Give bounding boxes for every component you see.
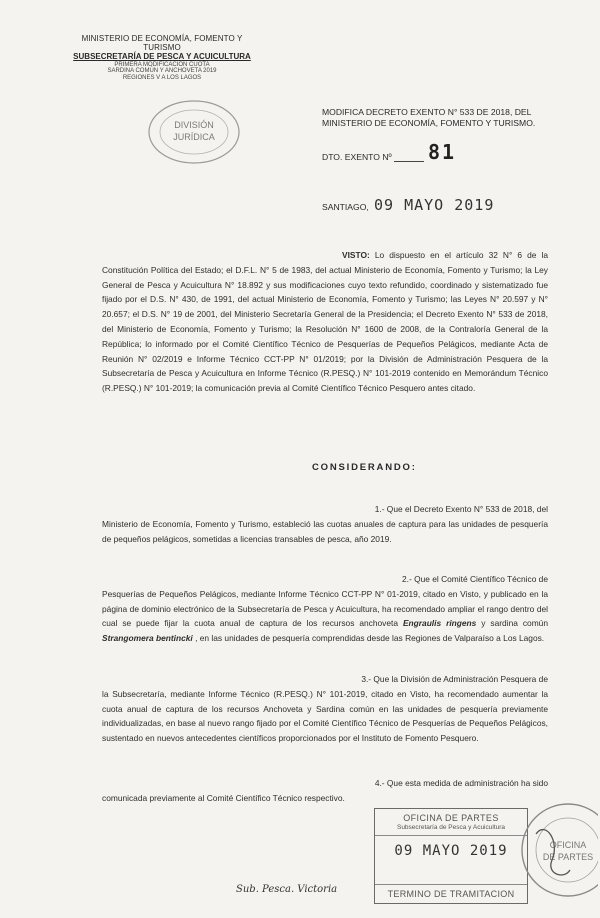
considerando-point-4 [102, 776, 548, 806]
stamp-footer: TERMINO DE TRAMITACION [387, 889, 515, 899]
round-stamp-text-1: OFICINA [549, 840, 587, 850]
visto-paragraph [102, 248, 548, 396]
handwritten-note: Sub. Pesca. Victoria [236, 884, 338, 895]
seal-text-1: DIVISIÓN [174, 120, 214, 130]
decree-title: MODIFICA DECRETO EXENTO N° 533 DE 2018, DEL MINISTERIO DE ECONOMÍA, FOMENTO Y TURISMO. [322, 107, 536, 129]
point-2-body [102, 587, 548, 646]
point-2-text-c: , en las unidades de pesquería comprendidas desde las Regiones de Valparaíso a Los Lagos. [192, 633, 545, 644]
seal-text-2: JURÍDICA [173, 132, 215, 142]
point-1-text: Ministerio de Economía, Fomento y Turismo, estableció las cuotas anuales de captura para las unidades de pesquería de pequeños pelágicos, sometidas a licencias transables de pesca, año 2019. [102, 518, 548, 544]
point-1-lead: 1.- Que el Decreto Exento N° 533 de 2018, del [374, 504, 548, 514]
ministry-round-stamp [516, 790, 598, 910]
decree-label: DTO. EXENTO Nº [322, 152, 392, 162]
point-4-lead: 4.- Que esta medida de administración ha sido [374, 778, 548, 788]
species-sardina: Strangomera bentincki [102, 633, 193, 644]
place-label: SANTIAGO, [322, 202, 369, 212]
point-4-text: comunicada previamente al Comité Científico Técnico respectivo. [102, 792, 345, 803]
considerando-point-2 [102, 572, 548, 646]
visto-lead: VISTO: [342, 250, 370, 260]
visto-text: Lo dispuesto en el artículo 32 N° 6 de la Constitución Política del Estado; el D.F.L. N° 5 de 1983, del actual Ministerio de Economía, Fomento y Turismo; la Ley General de Pesca y Acuicultura N° 18.892 y sus modificaciones cuyo texto refundido, coordinado y sistematizado fue fijado por el D.S. N° 430, de 1991, del actual Ministerio de Economía, Fomento y Turismo; las Leyes N° 20.597 y N° 20.657; el D.S. N° 19 de 2001, del Ministerio Secretaría General de la Presidencia; el Decreto Exento N° 533 de 2018, del Ministerio de Economía, Fomento y Turismo; la Resolución N° 1600 de 2008, de la Contraloría General de la República; lo informado por el Comité Científico Técnico de Pesquerías de Pequeños Pelágicos, mediante Acta de Reunión N° 02/2019 e Informe Técnico CCT-PP N° 01/2019; por la División de Administración Pesquera de la Subsecretaría de Pesca y Acuicultura en Informe Técnico (R.PESQ.) N° 101-2019 contenido en Memorándum Técnico (R.PESQ.) N° 101-2019; la comunicación previa al Comité Científico Técnico Pesquero antes citado. [102, 250, 548, 394]
point-2-lead: 2.- Que el Comité Científico Técnico de [401, 574, 548, 584]
oficina-de-partes-stamp [374, 808, 528, 904]
letterhead-line-4: SARDINA COMÚN Y ANCHOVETA 2019 [107, 68, 217, 75]
considerando-point-3 [102, 672, 548, 746]
decree-date-stamp: 09 MAYO 2019 [374, 196, 495, 214]
stamp-title: OFICINA DE PARTES [403, 813, 499, 823]
stamp-date: 09 MAYO 2019 [394, 843, 508, 859]
point-3-text: la Subsecretaría, mediante Informe Técnico (R.PESQ.) N° 101-2019, citado en Visto, ha recomendado aumentar la cuota anual de captura de los recursos Anchoveta y Sardina común en las unidades de pesquería previamente individualizadas, en base al nuevo rango fijado por el Comité Científico Técnico de Pesquerías de Pequeños Pelágicos, sustentado en nuevos antecedentes científicos proporcionados por el Instituto de Fomento Pesquero. [102, 688, 548, 744]
stamp-subtitle: Subsecretaría de Pesca y Acuicultura [396, 824, 506, 831]
division-juridica-seal [146, 98, 242, 166]
considerando-heading: CONSIDERANDO: [312, 462, 417, 473]
ministry-name: MINISTERIO DE ECONOMÍA, FOMENTO Y TURISMO [81, 34, 243, 53]
considerando-point-1 [102, 502, 548, 546]
subsecretaria-name: SUBSECRETARÍA DE PESCA Y ACUICULTURA [73, 52, 251, 62]
stamp-divider-top [375, 835, 527, 836]
letterhead-line-3: PRIMERA MODIFICACIÓN CUOTA [114, 61, 210, 68]
letterhead-line-5: REGIONES V A LOS LAGOS [122, 75, 202, 82]
stamp-divider-bottom [375, 884, 527, 885]
point-2-text-b: y sardina común [476, 618, 548, 629]
point-3-lead: 3.- Que la División de Administración Pesquera de [361, 674, 548, 684]
species-anchoveta: Engraulis ringens [402, 618, 477, 629]
decree-number: 81 [428, 140, 457, 164]
decree-number-line [394, 161, 424, 162]
round-stamp-text-2: DE PARTES [542, 852, 594, 862]
point-2-text-a: Pesquerías de Pequeños Pelágicos, mediante Informe Técnico CCT-PP N° 01-2019, citado en Visto, y publicado en la página de dominio electrónico de la Subsecretaría de Pesca y Acuicultura, ha recomendado ampliar el rango dentro del cual se puede fijar la cuota anual de captura de los recursos anchoveta [102, 588, 548, 629]
letterhead [62, 34, 262, 82]
